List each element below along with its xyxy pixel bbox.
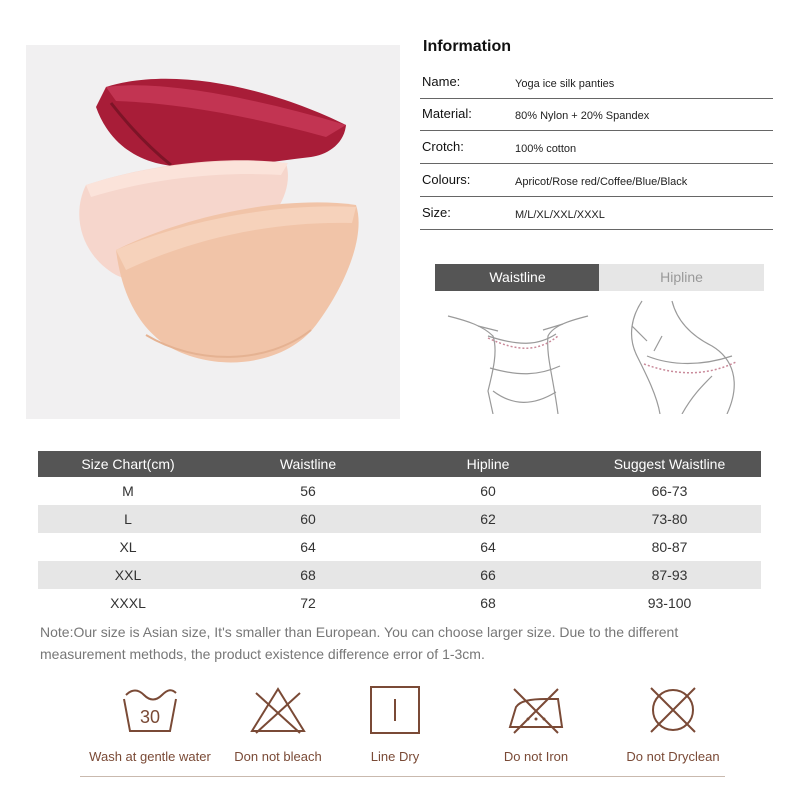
- table-cell: 72: [300, 595, 316, 611]
- table-cell: 80-87: [651, 539, 688, 555]
- info-label: Colours:: [422, 172, 471, 187]
- size-chart-table: [38, 451, 761, 617]
- info-label: Material:: [422, 106, 472, 121]
- table-row: [38, 477, 761, 505]
- info-row-crotch: [420, 131, 773, 164]
- waist-measure-sketch: [438, 296, 598, 414]
- info-row-name: [420, 66, 773, 99]
- info-value: 100% cotton: [515, 143, 577, 155]
- info-row-size: [420, 197, 773, 230]
- info-value: M/L/XL/XXL/XXXL: [515, 209, 605, 221]
- care-label: Do not Iron: [503, 749, 569, 764]
- info-label: Size:: [422, 205, 451, 220]
- table-cell: 60: [480, 483, 496, 499]
- care-label: Line Dry: [370, 749, 420, 764]
- info-label: Crotch:: [422, 139, 464, 154]
- info-value: Yoga ice silk panties: [515, 78, 615, 90]
- table-cell: 68: [218, 561, 398, 589]
- table-cell: 60: [218, 505, 398, 533]
- table-row: [38, 589, 761, 617]
- table-cell: XL: [119, 539, 137, 555]
- tab-hipline[interactable]: Hipline: [599, 264, 764, 291]
- table-cell: 73-80: [578, 505, 761, 533]
- table-row: [38, 561, 761, 589]
- care-label: Do not Dryclean: [626, 749, 720, 764]
- table-cell: M: [122, 483, 134, 499]
- table-cell: 93-100: [647, 595, 692, 611]
- table-header-cell: Waistline: [218, 451, 398, 477]
- line-dry-icon: [365, 685, 425, 735]
- table-header-cell: Suggest Waistline: [578, 451, 761, 477]
- table-cell: XXL: [38, 561, 218, 589]
- info-value: Apricot/Rose red/Coffee/Blue/Black: [515, 176, 688, 188]
- table-cell: 64: [300, 539, 316, 555]
- wash-temp: 30: [139, 707, 161, 727]
- table-cell: 64: [480, 539, 496, 555]
- table-cell: 66-73: [651, 483, 688, 499]
- product-photo: [26, 45, 400, 419]
- info-row-colours: [420, 164, 773, 197]
- wash-30-icon: [120, 685, 180, 735]
- care-label: Don not bleach: [234, 749, 322, 764]
- hip-measure-sketch: [602, 296, 762, 414]
- no-iron-icon: [506, 685, 566, 735]
- care-line-dry: [325, 685, 465, 764]
- info-title: Information: [423, 38, 511, 55]
- info-value: 80% Nylon + 20% Spandex: [515, 110, 650, 122]
- size-note: Note:Our size is Asian size, It's smaller than European. You can choose larger size. Due to the different measurement methods, the product existence difference error of 1-3cm.: [40, 624, 679, 662]
- table-cell: 56: [300, 483, 316, 499]
- table-cell: 68: [480, 595, 496, 611]
- care-iron: [466, 685, 606, 764]
- table-cell: XXXL: [110, 595, 146, 611]
- no-bleach-icon: [248, 685, 308, 735]
- table-cell: 62: [398, 505, 578, 533]
- care-label: Wash at gentle water: [89, 749, 211, 764]
- table-row: [38, 533, 761, 561]
- no-dryclean-icon: [643, 685, 703, 735]
- table-cell: 66: [398, 561, 578, 589]
- table-header-cell: Size Chart(cm): [38, 451, 218, 477]
- table-header-row: [38, 451, 761, 477]
- info-label: Name:: [422, 74, 461, 89]
- panties-illustration: [26, 45, 400, 419]
- care-wash: [80, 685, 220, 764]
- tab-waistline[interactable]: Waistline: [435, 264, 600, 291]
- table-header-cell: Hipline: [398, 451, 578, 477]
- table-cell: L: [38, 505, 218, 533]
- table-cell: 87-93: [578, 561, 761, 589]
- table-row: [38, 505, 761, 533]
- care-dryclean: [603, 685, 743, 764]
- info-row-material: [420, 98, 773, 131]
- care-divider: [80, 776, 725, 777]
